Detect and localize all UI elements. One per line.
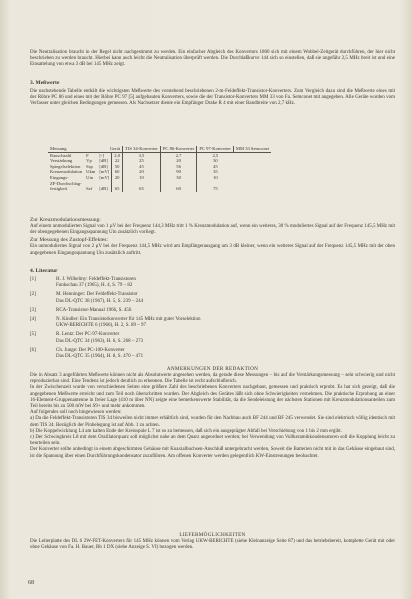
redaktion-paragraph: Der Konverter sollte unbedingt in einem abgeschirmten Gehäuse mit Koaxialbuchsen-Anschluß untergebracht werden, Soweit die Batterien nicht mit in das Gehäuse eingebaut sind, ist die Spannung über einen Durchführungskondensator zuzuführen. Am offenen Konverter werden gelegentlich KW-Einstreuungen beobachtet. (30, 447, 395, 459)
zustopf-heading: Zur Messung des Zustopf-Effektes: (30, 237, 108, 244)
table-cell: 45 (197, 164, 234, 170)
table-cell: Spiegelselektion (50, 163, 81, 169)
literature-text: R. Lentz: Der PC-97-Konverter Das DL-QTC 34 (1963), H. 6, S. 268 – 273 (56, 332, 144, 344)
table-cell: [dB] (99, 158, 108, 164)
table-cell: Eingangs- (50, 174, 69, 180)
table-row (48, 186, 271, 192)
table-cell: 3,5 (123, 152, 161, 158)
literature-text: M. Henninger: Der Feldeffekt-Transistor Das DL-QTC 38 (1967), H. 5, S. 239 – 244 (56, 292, 144, 304)
redaktion-paragraph: Die in Absatz 3 angeführten Meßwerte können nicht als Absolutwerte angesehen werden, da gerade diese Messungen – bis auf die Verstärkungsmessung – sehr schwierig und nicht reproduzierbar sind. Eine Tendenz ist jedoch deutlich zu erkennen. Die Tabelle ist recht aufschlußreich. (30, 373, 395, 385)
kreuz-heading: Zur Kreuzmodulationsmessung: (30, 217, 101, 223)
table-cell: [-] (99, 152, 104, 158)
table-cell: 75 (197, 186, 234, 192)
table-header-cell: PC 97-Konverter (197, 146, 234, 152)
table-cell: 65 (123, 186, 161, 192)
literature-item (30, 317, 395, 329)
table-cell: Ukm (86, 169, 96, 175)
table-cell: 20 (123, 169, 161, 175)
redaktion-paragraph: c) Der Schwingkreis L8 mit dem Oszillatorquarz soll möglichst nahe an dem Quarz angeordnet werden; bei Verwendung von Vollkeramikkondensatoren soll die Kopplung leicht zu beurteilen sein. (30, 435, 395, 447)
table-cell: 35 (197, 169, 234, 175)
zustopf-paragraph: Ein unmoduliertes Signal von 2 µV bei der Frequenz 144,5 MHz wird am Empfängerausgang um 3 dB kleiner, wenn ein weiteres Signal auf der Frequenz 145,5 MHz mit der oben angegebenen Eingangsspannung Uin zusätzlich auftritt. (30, 244, 395, 256)
table-cell: 2,0 (112, 152, 123, 158)
table-header-cell: PC 86-Konverter (160, 146, 197, 152)
literature-number: [1] (30, 277, 36, 282)
table-cell: [dB] (99, 163, 108, 169)
table-cell: 45 (123, 164, 161, 170)
table-cell: festigkeit (50, 186, 68, 192)
table-cell: Rauschzahl (50, 152, 72, 158)
liefer-section (30, 532, 395, 551)
redaktion-heading: ANMERKUNGEN DER REDAKTION (166, 366, 259, 372)
table-cell: [mV] (99, 174, 110, 180)
redaktion-paragraph: Auf folgendes soll noch hingewiesen werden: (30, 410, 122, 416)
literature-item (30, 348, 395, 360)
table-cell: Verstärkung (50, 158, 73, 164)
table-cell: Kreuzmodulation (50, 169, 83, 175)
table-header-cell: TIS 34-Konverter (123, 146, 161, 152)
table-cell: 60 (112, 169, 123, 175)
redaktion-paragraph: In der Zwischenzeit wurde von verschiedenen Seiten eine größere Zahl des beschriebenen Konverters nachgebaut, gemessen und praktisch erprobt. Es hat sich gezeigt, daß die angegebenen Meßwerte erreicht und zum Teil noch überschritten wurden. Der Abgleich des Gerätes läßt sich ohne Schwierigkeiten vornehmen. Die praktische Erprobung an einer 16-Element-Gruppenantenne in freier Lage (410 m über NN) zeigte eine bemerkenswerte Stabilität, da die Sendeleistung der nächsten Stationen mit Kreuzmodulationsanteilen zum Teil bereits bis zu 500 mW bei S9+ und mehr ankommen. (30, 385, 395, 410)
table-cell: 30 (197, 158, 234, 164)
table-cell: [mV] (99, 169, 110, 175)
measurement-table (48, 146, 271, 192)
literature-number: [3] (30, 307, 36, 313)
literature-number: [6] (30, 347, 36, 353)
literatur-heading: 4. Literatur (30, 268, 58, 274)
literature-text: Ch. Junge: Der PC-100-Konverter Das DL-QTC 35 (1964), H. 8, S. 470 – 471 (56, 347, 144, 360)
table-header-cell: Messung (48, 146, 84, 152)
literature-number: [5] (30, 332, 36, 338)
section-heading: 3. Meßwerte (30, 80, 60, 86)
table-cell: Szf (86, 186, 93, 192)
table-cell: 20 (160, 158, 197, 164)
literature-text: H. J. Wilhelmy: Feldeffekt-Transistoren Funkschau 37 (1965), H. 4, S. 79 – 82 (56, 277, 136, 289)
table-cell: 56 (160, 164, 197, 170)
table-cell: 90 (160, 169, 197, 175)
table-header-cell: MM 33 Semconet (233, 146, 271, 152)
literatur-section (30, 268, 395, 363)
table-cell: Uin (86, 174, 94, 180)
table-cell: Vp (86, 158, 92, 164)
liefer-paragraph: Die Leiterplatte des DL 6 2W-FET-Konverters für 145 MHz können vom Verlag UKW-BERICHTE (siehe Kleinanzeige Seite 87) und das betriebsbereit, komplette Gerät mit oder ohne Gehäuse von Fa. H. Bauer, Bb 1 DX (siehe Anzeige S. VI) bezogen werden. (30, 539, 395, 551)
intro-section (30, 50, 395, 69)
section-messwerte (30, 80, 395, 108)
table-cell: 20 (112, 175, 123, 181)
table-cell: 25 (123, 158, 161, 164)
table-cell: 65 (112, 186, 123, 192)
table-cell: F (86, 152, 89, 158)
literature-number: [2] (30, 292, 36, 298)
literature-item (30, 308, 395, 314)
table-header-cell: Gerät (84, 146, 122, 152)
table-cell: 2,5 (197, 152, 234, 158)
literature-item (30, 332, 395, 344)
liefer-heading: LIEFERMÖGLICHKEITEN (179, 532, 246, 538)
section-paragraph: Die nachstehende Tabelle enthält die wichtigsten Meßwerte des vorstehend beschriebenen 2-m-Feldeffekt-Transistor-Konverters. Zum Vergleich dazu sind die Meßwerte eines mit der Röhre PC 86 und eines mit der Röhre PC 97 [5] aufgebauten Konverters, sowie die der Transistor-Konverters MM 33 von Fa. Semconet mit angegeben. Alle Geräte wurden vom Verfasser unter gleichen Bedingungen gemessen. Als Nachsetzer diente ein Empfänger Drake R 4 mit einer Bandbreite von 2,7 kHz. (30, 89, 395, 107)
table-cell: Ssp (86, 163, 93, 169)
table-cell: 2,7 (160, 152, 197, 158)
literature-text: RCA-Transistor-Manual 1966, S. 456 (56, 307, 132, 313)
kreuz-section (30, 217, 395, 257)
literature-item (30, 292, 395, 304)
table-cell: ZF-Durchschlag- (50, 180, 82, 186)
page-number: 68 (28, 580, 34, 586)
literature-item (30, 277, 395, 289)
table-cell: 50 (112, 164, 123, 170)
literature-number: [4] (30, 317, 36, 323)
table-cell: [dB] (99, 186, 108, 192)
intro-paragraph: Die Neutralisation braucht in der Regel nicht nachgestimmt zu werden. Ein einfacher Abgleich des Konvertors 1800 sich mit einem Wobbel-Zeitgerät durchführen, der hier nicht beschrieben zu werden braucht. Hierbei kann auch leicht die Neutralisation überprüft werden. Die Durchlaßkurve 144 sich so einstellen, daß sie ungefähr 2,5 MHz breit ist und eine Einsattelung von etwa 3 dB bei 145 MHz zeigt. (30, 50, 395, 68)
redaktion-paragraph: a) Da die Feldeffekt-Transistoren TIS 34 bisweilen nicht immer erhältlich sind, wurden für den Nachbau auch BF 244 und BF 245 verwendet. Sie sind elektrisch völlig identisch mit dem TIS 34. Bezüglich der Pinbelegung ist auf Abb. 1 zu achten. (30, 416, 395, 428)
table-cell: 60 (160, 186, 197, 192)
redaktion-section (30, 366, 395, 460)
literature-text: N. Kindler: Ein Transistorkonverter für 145 MHz mit guter Vorselektion UKW-BERICHTE 6 (1966), H. 2, S. 89 – 97 (56, 317, 201, 329)
kreuz-paragraph: Auf einem unmodulierten Signal von 1 µV bei der Frequenz 144,3 MHz tritt 1 % Kreuzmodulation auf, wenn ein weiteres, 30 % moduliertes Signal auf der Frequenz 145,5 MHz mit der obengegebenen Eingangsspannung Uin zusätzlich vorliegt. (30, 224, 395, 236)
table-cell: 22 (112, 158, 123, 164)
table-cell: 10 (197, 175, 234, 181)
table-cell: 30 (160, 175, 197, 181)
redaktion-paragraph: b) Die Koppelwicklung L4 am kalten Ende der Kreisspule L 7 ist so zu bemessen, daß sich ein ausgeprägter Abfall bei Verschiebung von 1 bis 2 mm ergibt. (30, 428, 342, 434)
table-cell: 10 (123, 175, 161, 181)
